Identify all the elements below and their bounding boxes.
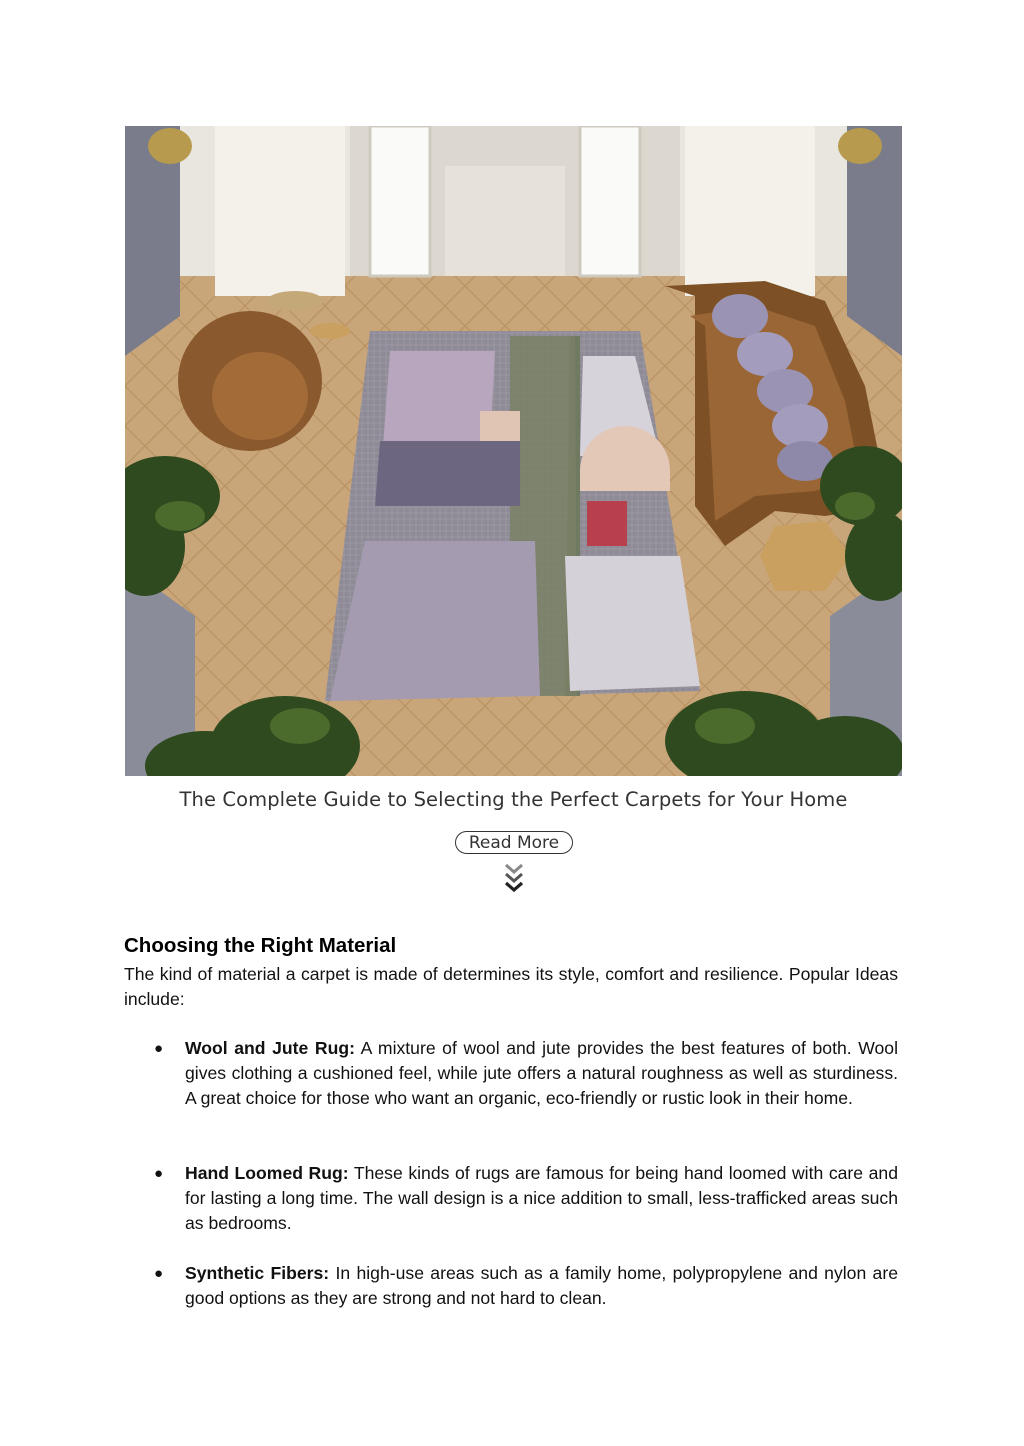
list-item-body: In high-use areas such as a family home, polypropylene and nylon are good options as they are strong and not hard to clean. xyxy=(185,1263,898,1308)
list-item-body: These kinds of rugs are famous for being hand loomed with care and for lasting a long time. The wall design is a nice addition to small, less-trafficked areas such as bedrooms. xyxy=(185,1163,898,1233)
read-more-button[interactable]: Read More xyxy=(455,831,573,854)
double-chevron-down-icon[interactable] xyxy=(503,862,525,896)
list-item-text xyxy=(185,1261,898,1311)
list-item-title: Synthetic Fibers: xyxy=(185,1263,330,1283)
living-room-photo xyxy=(125,126,902,776)
section-heading: Choosing the Right Material xyxy=(124,934,397,957)
list-item-title: Wool and Jute Rug: xyxy=(185,1038,355,1058)
section-intro: The kind of material a carpet is made of determines its style, comfort and resilience. Popular Ideas include: xyxy=(124,964,898,1009)
image-caption: The Complete Guide to Selecting the Perfect Carpets for Your Home xyxy=(179,788,848,811)
bullet-icon: ● xyxy=(154,1165,164,1182)
list-item-body: A mixture of wool and jute provides the best features of both. Wool gives clothing a cushioned feel, while jute offers a natural roughness as well as sturdiness. A great choice for those who want an organic, eco-friendly or rustic look in their home. xyxy=(185,1038,898,1108)
bullet-icon: ● xyxy=(154,1040,164,1057)
list-item-text xyxy=(185,1036,898,1111)
list-item-text xyxy=(185,1161,898,1236)
bullet-icon: ● xyxy=(154,1265,164,1282)
hero-image xyxy=(125,126,902,776)
list-item-title: Hand Loomed Rug: xyxy=(185,1163,349,1183)
